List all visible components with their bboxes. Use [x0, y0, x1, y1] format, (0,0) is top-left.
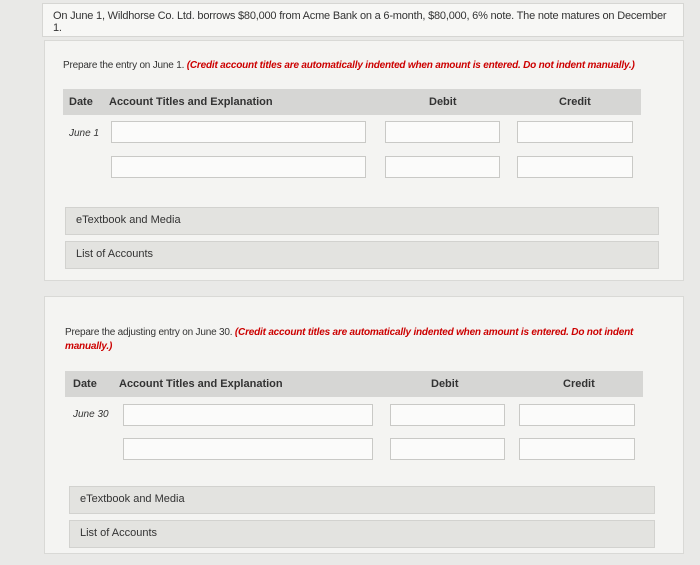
header-credit: Credit [563, 378, 595, 390]
header-debit: Debit [431, 378, 459, 390]
header-account-titles: Account Titles and Explanation [109, 96, 273, 108]
etextbook-media-link[interactable]: eTextbook and Media [65, 207, 659, 235]
header-date: Date [69, 96, 93, 108]
credit-input-2[interactable] [519, 438, 635, 460]
entry-date: June 30 [73, 409, 109, 420]
credit-input-1[interactable] [517, 121, 633, 143]
credit-input-2[interactable] [517, 156, 633, 178]
account-title-input-1[interactable] [123, 404, 373, 426]
debit-input-2[interactable] [385, 156, 500, 178]
header-account-titles: Account Titles and Explanation [119, 378, 283, 390]
list-of-accounts-link[interactable]: List of Accounts [65, 241, 659, 269]
header-debit: Debit [429, 96, 457, 108]
problem-statement: On June 1, Wildhorse Co. Ltd. borrows $80,000 from Acme Bank on a 6-month, $80,000, 6% note. The note matures on December 1. [42, 3, 684, 37]
account-title-input-1[interactable] [111, 121, 366, 143]
account-title-input-2[interactable] [111, 156, 366, 178]
header-date: Date [73, 378, 97, 390]
etextbook-media-link[interactable]: eTextbook and Media [69, 486, 655, 514]
account-title-input-2[interactable] [123, 438, 373, 460]
table-header [65, 371, 643, 397]
header-credit: Credit [559, 96, 591, 108]
instruction-june-1 [63, 59, 663, 73]
table-header [63, 89, 641, 115]
instruction-note: (Credit account titles are automatically indented when amount is entered. Do not indent manually.) [65, 327, 634, 352]
debit-input-1[interactable] [390, 404, 505, 426]
instruction-text: Prepare the entry on June 1. [63, 60, 185, 71]
instruction-june-30 [65, 326, 655, 354]
journal-entry-panel-june-30 [44, 296, 684, 554]
debit-input-1[interactable] [385, 121, 500, 143]
entry-date: June 1 [69, 128, 100, 139]
debit-input-2[interactable] [390, 438, 505, 460]
instruction-note: (Credit account titles are automatically indented when amount is entered. Do not indent manually.) [186, 60, 635, 71]
list-of-accounts-link[interactable]: List of Accounts [69, 520, 655, 548]
journal-entry-panel-june-1 [44, 40, 684, 281]
credit-input-1[interactable] [519, 404, 635, 426]
instruction-text: Prepare the adjusting entry on June 30. [65, 327, 233, 338]
